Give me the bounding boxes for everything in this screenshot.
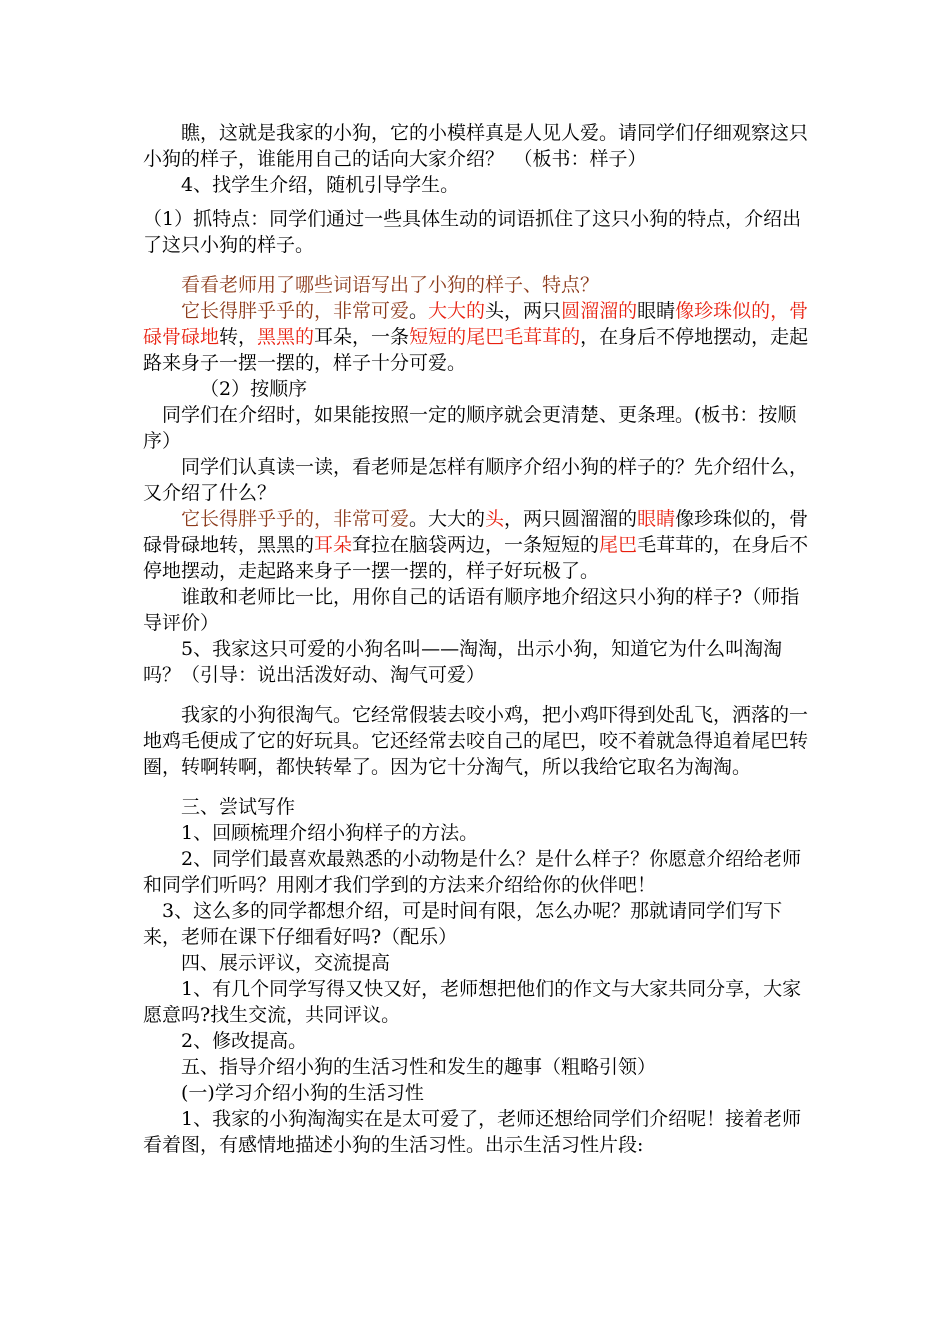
highlighted-text: 圆溜溜的 xyxy=(561,300,638,322)
paragraph-highlight-order xyxy=(143,506,813,584)
paragraph-review xyxy=(143,820,813,846)
paragraph-favorite-animal xyxy=(143,846,813,898)
document-page xyxy=(143,120,813,1158)
paragraph-naughty-dog xyxy=(143,702,813,780)
text-run: 耷拉在脑袋两边，一条短短的 xyxy=(352,534,600,556)
paragraph-revise xyxy=(143,1028,813,1054)
section-heading-showcase xyxy=(143,950,813,976)
text-run: 眼睛 xyxy=(637,300,676,322)
highlighted-text: 短短的尾巴毛茸茸的 xyxy=(409,326,581,348)
text-run: (一)学习介绍小狗的生活习性 xyxy=(181,1082,424,1104)
paragraph-habits-intro xyxy=(143,1106,813,1158)
text-run: 头，两只 xyxy=(485,300,562,322)
text-run: 。大大的 xyxy=(409,508,486,530)
text-run: 。 xyxy=(409,300,429,322)
text-run: 三、尝试写作 xyxy=(181,796,296,818)
text-run: 2、同学们最喜欢最熟悉的小动物是什么？是什么样子？你愿意介绍给老师和同学们听吗？用刚才我们学到的方法来介绍给你的伙伴吧！ xyxy=(143,848,802,896)
paragraph-step-4 xyxy=(143,172,813,198)
text-run: 同学们认真读一读，看老师是怎样有顺序介绍小狗的样子的？先介绍什么，又介绍了什么？ xyxy=(143,456,809,504)
text-run: 5、我家这只可爱的小狗名叫——淘淘，出示小狗，知道它为什么叫淘淘吗？（引导：说出活泼好动、淘气可爱） xyxy=(143,638,783,686)
section-heading-writing xyxy=(143,794,813,820)
text-run: ，在身后不停地摆动，走起路来身子一摆一摆的，样子十分可爱。 xyxy=(143,326,809,374)
highlighted-text: 大大的 xyxy=(428,300,486,322)
text-run: 转， xyxy=(219,326,258,348)
highlighted-text: 看看老师用了哪些词语写出了小狗的样子、特点？ xyxy=(181,274,600,296)
highlighted-text: 尾巴 xyxy=(599,534,638,556)
paragraph-intro xyxy=(143,120,813,172)
paragraph-in-order-intro xyxy=(143,402,813,454)
text-run: 2、修改提高。 xyxy=(181,1030,308,1052)
highlighted-text: 它长得胖乎乎的，非常可爱 xyxy=(181,300,410,322)
highlighted-text: 黑黑的 xyxy=(257,326,315,348)
highlighted-text: 头 xyxy=(485,508,505,530)
paragraph-share xyxy=(143,976,813,1028)
text-run: 五、指导介绍小狗的生活习性和发生的趣事（粗略引领） xyxy=(181,1056,657,1078)
highlighted-text: 它长得胖乎乎的，非常可爱 xyxy=(181,508,410,530)
highlighted-text: 眼睛 xyxy=(637,508,676,530)
highlighted-text: 耳朵 xyxy=(314,534,353,556)
paragraph-question-words xyxy=(143,272,813,298)
text-run: 4、找学生介绍，随机引导学生。 xyxy=(181,174,460,196)
subheading-habits xyxy=(143,1080,813,1106)
paragraph-write-down xyxy=(143,898,813,950)
text-run: 3、这么多的同学都想介绍，可是时间有限，怎么办呢？那就请同学们写下来，老师在课下仔细看好吗?（配乐） xyxy=(143,900,783,948)
text-run: 同学们在介绍时，如果能按照一定的顺序就会更清楚、更条理。(板书：按顺序） xyxy=(143,404,797,452)
text-run: 耳朵，一条 xyxy=(314,326,410,348)
paragraph-in-order-heading xyxy=(143,376,813,402)
text-run: 四、展示评议，交流提高 xyxy=(181,952,391,974)
section-heading-habits xyxy=(143,1054,813,1080)
text-run: （2）按顺序 xyxy=(200,378,308,400)
paragraph-read-question xyxy=(143,454,813,506)
text-run: 1、有几个同学写得又快又好，老师想把他们的作文与大家共同分享，大家愿意吗?找生交流，共同评议。 xyxy=(143,978,802,1026)
text-run: 我家的小狗很淘气。它经常假装去咬小鸡，把小鸡吓得到处乱飞，洒落的一地鸡毛便成了它的好玩具。它还经常去咬自己的尾巴，咬不着就急得追着尾巴转圈，转啊转啊，都快转晕了。因为它十分淘气，所以我给它取名为淘淘。 xyxy=(143,704,809,778)
text-run: 1、我家的小狗淘淘实在是太可爱了，老师还想给同学们介绍呢！接着老师看着图，有感情地描述小狗的生活习性。出示生活习性片段: xyxy=(143,1108,802,1156)
text-run: （1）抓特点：同学们通过一些具体生动的词语抓住了这只小狗的特点，介绍出了这只小狗的样子。 xyxy=(143,208,802,256)
paragraph-grasp-features xyxy=(143,206,813,258)
paragraph-step-5 xyxy=(143,636,813,688)
text-run: 毛茸茸的，在身后不停地摆动，走起路来身子一摆一摆的，样子好玩极了。 xyxy=(143,534,809,582)
text-run: 谁敢和老师比一比，用你自己的话语有顺序地介绍这只小狗的样子?（师指导评价） xyxy=(143,586,800,634)
text-run: ，两只圆溜溜的 xyxy=(504,508,638,530)
paragraph-highlight-features xyxy=(143,298,813,376)
paragraph-compare xyxy=(143,584,813,636)
text-run: 1、回顾梳理介绍小狗样子的方法。 xyxy=(181,822,479,844)
text-run: 瞧，这就是我家的小狗，它的小模样真是人见人爱。请同学们仔细观察这只小狗的样子，谁能用自己的话向大家介绍？ （板书：样子） xyxy=(143,122,809,170)
text-run: 像珍珠似的，骨碌骨碌地转，黑黑的 xyxy=(143,508,809,556)
highlighted-text: 像珍珠似的，骨碌骨碌地 xyxy=(143,300,809,348)
